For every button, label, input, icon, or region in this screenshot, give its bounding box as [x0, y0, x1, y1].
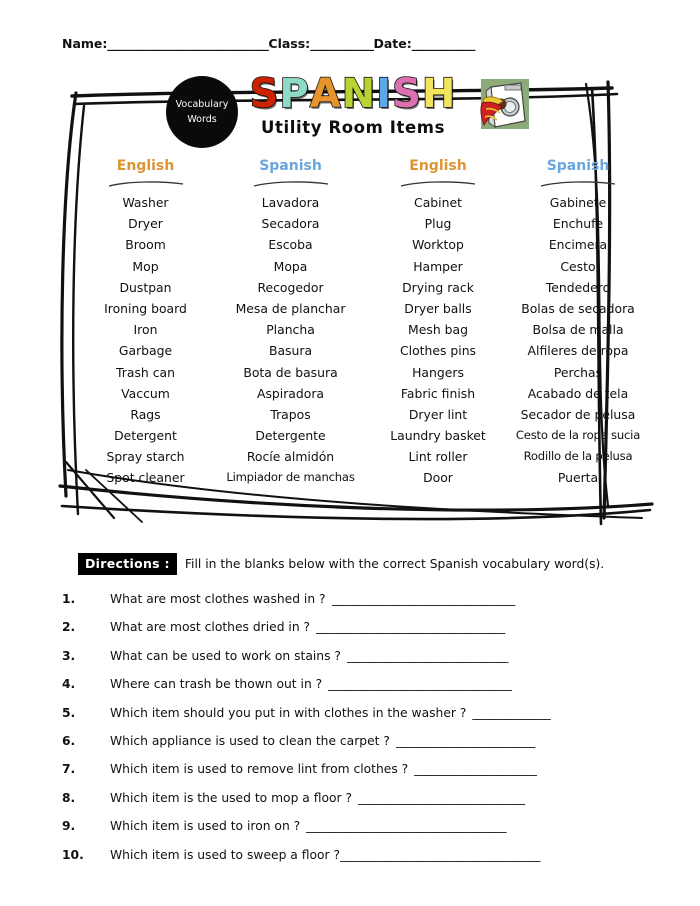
- vocab-english-right: Hamper: [413, 258, 463, 274]
- question-text: What can be used to work on stains ?: [110, 648, 341, 663]
- vocab-english-left: Garbage: [118, 343, 173, 359]
- vocab-spanish-left: Escoba: [268, 237, 313, 253]
- vocab-spanish-right: Cesto de la ropa sucia: [515, 428, 641, 443]
- questions-list: [62, 592, 670, 876]
- header-underline: [399, 180, 477, 188]
- question-number: 5.: [62, 705, 76, 720]
- question-number: 9.: [62, 819, 76, 834]
- answer-blank[interactable]: _________________________: [395, 733, 535, 748]
- vocab-spanish-right: Cesto: [560, 258, 596, 274]
- vocab-spanish-left: Trapos: [270, 406, 311, 422]
- answer-blank[interactable]: ______________________________: [358, 790, 525, 805]
- vocab-spanish-left: Mopa: [273, 258, 308, 274]
- vocab-spanish-right: Perchas: [553, 364, 603, 380]
- vocab-spanish-left: Secadora: [261, 216, 320, 232]
- question-text: Which item is the used to mop a floor ?: [110, 790, 353, 805]
- question-text: What are most clothes washed in ?: [110, 592, 326, 606]
- question-row: [62, 677, 670, 705]
- date-label: Date:: [373, 36, 412, 51]
- column-header-label: English: [116, 158, 175, 174]
- question-row: [62, 706, 670, 734]
- header-underline: [252, 180, 330, 188]
- class-blank[interactable]: ___________: [310, 36, 374, 51]
- vocab-spanish-right: Acabado de tela: [527, 385, 629, 401]
- question-text: Where can trash be thown out in ?: [110, 677, 323, 692]
- vocab-english-left: Dryer: [128, 216, 163, 232]
- question-row: [62, 620, 670, 648]
- directions-tag: Directions :: [78, 553, 177, 575]
- vocab-spanish-right: Encimera: [548, 237, 608, 253]
- answer-blank[interactable]: ____________________________________: [306, 819, 506, 834]
- header-underline: [539, 180, 617, 188]
- question-row: [62, 819, 670, 847]
- vocab-english-left: Mop: [132, 258, 159, 274]
- vocab-spanish-right: Tendedero: [545, 279, 611, 295]
- worksheet-subtitle: Utility Room Items: [261, 118, 445, 137]
- worksheet-title-block: [243, 72, 463, 137]
- answer-blank[interactable]: ____________________________________: [340, 847, 540, 862]
- vocab-spanish-right: Enchufe: [552, 216, 604, 232]
- column-header-spanish-right: [508, 158, 648, 192]
- vocab-english-right: Lint roller: [408, 449, 468, 465]
- vocab-spanish-right: Gabinete: [549, 195, 607, 210]
- question-row: [62, 848, 670, 876]
- vocabulary-table: [78, 158, 648, 489]
- vocab-spanish-left: Bota de basura: [243, 364, 338, 380]
- vocab-spanish-left: Rocíe almidón: [246, 449, 335, 465]
- question-text: Which item should you put in with clothes in the washer ?: [110, 705, 467, 720]
- vocab-spanish-right: Rodillo de la pelusa: [523, 449, 633, 464]
- vocab-english-right: Drying rack: [402, 279, 474, 295]
- vocab-spanish-left: Aspiradora: [256, 385, 325, 401]
- title-letter-1: P: [279, 71, 310, 117]
- question-number: 3.: [62, 648, 76, 663]
- vocab-english-right: Hangers: [412, 364, 464, 380]
- vocab-english-right: Fabric finish: [400, 385, 476, 401]
- answer-blank[interactable]: __________________________________: [316, 620, 505, 635]
- vocab-english-left: Iron: [133, 322, 158, 338]
- question-row: [62, 762, 670, 790]
- question-row: [62, 649, 670, 677]
- title-letter-2: A: [309, 71, 342, 117]
- answer-blank[interactable]: _____________________________: [346, 648, 508, 663]
- question-row: [62, 734, 670, 762]
- badge-line-2: Words: [187, 114, 217, 125]
- date-blank[interactable]: ___________: [411, 36, 475, 51]
- vocab-spanish-left: Lavadora: [261, 195, 320, 210]
- vocab-english-left: Detergent: [114, 428, 177, 444]
- question-text: Which item is used to iron on ?: [110, 819, 301, 834]
- question-number: 8.: [62, 790, 76, 805]
- header-underline: [107, 180, 185, 188]
- question-text: Which item is used to sweep a floor ?: [110, 847, 341, 862]
- vocab-english-right: Laundry basket: [390, 428, 486, 444]
- directions-row: [78, 553, 668, 575]
- vocab-english-right: Door: [423, 470, 453, 486]
- washing-machine-icon: [477, 77, 533, 135]
- vocab-english-left: Rags: [130, 406, 161, 422]
- vocab-english-right: Cabinet: [414, 195, 462, 210]
- vocab-english-left: Broom: [125, 237, 166, 253]
- column-header-label: English: [409, 158, 467, 174]
- vocab-english-right: Plug: [424, 216, 452, 232]
- question-number: 2.: [62, 620, 76, 635]
- answer-blank[interactable]: ______________________: [414, 762, 537, 777]
- question-row: [62, 592, 670, 620]
- vocab-spanish-right: Bolsa de malla: [532, 322, 624, 338]
- question-row: [62, 791, 670, 819]
- vocab-english-left: Washer: [122, 195, 169, 210]
- question-text: Which appliance is used to clean the carpet ?: [110, 733, 390, 748]
- spanish-title: [243, 72, 463, 116]
- vocab-spanish-right: Alfileres de ropa: [527, 343, 629, 359]
- class-label: Class:: [268, 36, 311, 51]
- vocab-spanish-left: Limpiador de manchas: [226, 470, 355, 485]
- question-number: 4.: [62, 677, 76, 692]
- student-info-line: [62, 36, 662, 51]
- vocab-english-right: Mesh bag: [408, 322, 468, 338]
- vocab-spanish-left: Plancha: [266, 322, 315, 338]
- title-letter-0: S: [249, 71, 280, 117]
- question-number: 7.: [62, 762, 76, 777]
- column-header-english-right: [368, 158, 508, 192]
- column-header-english-left: [78, 158, 213, 192]
- vocab-english-left: Vaccum: [121, 385, 170, 401]
- directions-text: Fill in the blanks below with the correct Spanish vocabulary word(s).: [184, 557, 605, 571]
- vocab-english-right: Clothes pins: [399, 343, 477, 359]
- title-letter-5: S: [392, 71, 422, 117]
- question-number: 10.: [62, 847, 84, 862]
- vocab-english-left: Dustpan: [119, 279, 172, 295]
- vocab-spanish-left: Basura: [268, 343, 313, 359]
- name-label: Name:: [62, 36, 108, 51]
- vocab-spanish-left: Recogedor: [257, 279, 324, 295]
- vocab-english-right: Dryer lint: [408, 406, 468, 422]
- column-header-label: Spanish: [259, 158, 322, 174]
- vocab-spanish-left: Mesa de planchar: [235, 300, 346, 316]
- question-number: 6.: [62, 733, 76, 748]
- vocab-english-left: Trash can: [116, 364, 175, 380]
- vocab-spanish-right: Bolas de secadora: [521, 300, 635, 316]
- title-letter-3: N: [341, 71, 377, 117]
- title-letter-4: I: [376, 71, 393, 117]
- vocab-english-left: Spray starch: [106, 449, 185, 465]
- vocab-english-left: Ironing board: [104, 300, 187, 316]
- column-header-spanish-left: [213, 158, 368, 192]
- badge-line-1: Vocabulary: [175, 99, 229, 110]
- vocab-spanish-right: Secador de pelusa: [520, 406, 636, 422]
- question-text: What are most clothes dried in ?: [110, 620, 311, 635]
- vocabulary-words-badge: [166, 76, 238, 148]
- vocab-english-left: Spot cleaner: [106, 470, 185, 486]
- vocab-english-right: Worktop: [412, 237, 464, 253]
- answer-blank[interactable]: ______________: [472, 705, 551, 720]
- question-number: 1.: [62, 592, 76, 606]
- vocab-spanish-left: Detergente: [255, 428, 326, 444]
- name-blank[interactable]: ____________________________: [107, 36, 269, 51]
- column-header-label: Spanish: [546, 158, 610, 174]
- answer-blank[interactable]: _________________________________: [328, 677, 512, 692]
- title-letter-6: H: [421, 71, 457, 117]
- answer-blank[interactable]: _________________________________: [331, 592, 515, 606]
- vocab-english-right: Dryer balls: [404, 300, 472, 316]
- question-text: Which item is used to remove lint from clothes ?: [110, 762, 409, 777]
- vocab-spanish-right: Puerta: [557, 470, 599, 486]
